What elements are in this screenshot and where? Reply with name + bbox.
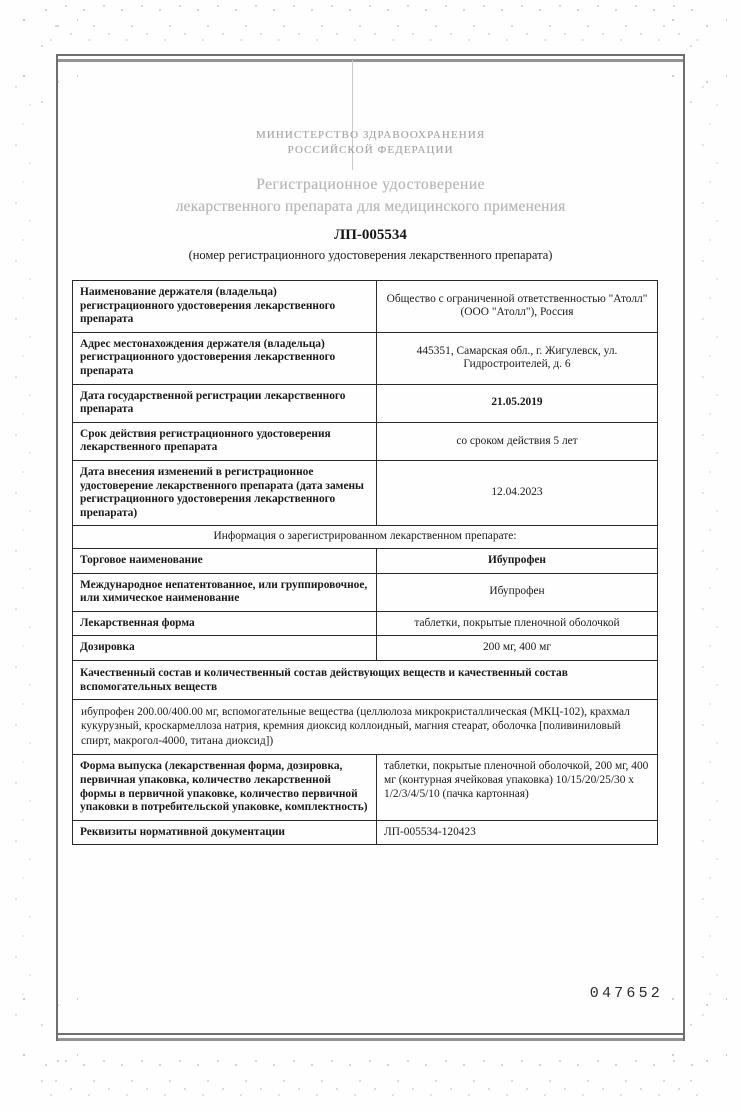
table-section-row [73, 526, 658, 549]
ministry-line-2: РОССИЙСКОЙ ФЕДЕРАЦИИ [287, 144, 454, 156]
frame-border-top [56, 54, 685, 56]
row-label: Торговое наименование [73, 548, 377, 573]
ministry-name [0, 128, 741, 158]
section-heading: Информация о зарегистрированном лекарственном препарате: [73, 526, 658, 549]
ministry-line-1: МИНИСТЕРСТВО ЗДРАВООХРАНЕНИЯ [255, 129, 486, 141]
registration-number: ЛП-005534 [334, 227, 407, 243]
table-row [73, 636, 658, 661]
table-row [73, 422, 658, 460]
row-value: Ибупрофен [377, 573, 658, 611]
row-value: 200 мг, 400 мг [377, 636, 658, 661]
row-value: ЛП-005534-120423 [377, 820, 658, 845]
row-value: 12.04.2023 [377, 460, 658, 525]
table-row [73, 384, 658, 422]
table-row [73, 281, 658, 333]
certificate-title-line-2: лекарственного препарата для медицинского применения [175, 198, 566, 215]
corner-ornament-top-right [663, 6, 727, 126]
frame-border-bottom-inner [56, 1038, 685, 1041]
row-label: Реквизиты нормативной документации [73, 820, 377, 845]
row-label: Адрес местонахождения держателя (владельца) регистрационного удостоверения лекарственного препарата [73, 332, 377, 384]
table-row [73, 573, 658, 611]
row-value: таблетки, покрытые пленочной оболочкой, 200 мг, 400 мг (контурная ячейковая упаковка) 10/15/20/25/30 х 1/2/3/4/5/10 (пачка картонная) [377, 755, 658, 820]
row-label: Форма выпуска (лекарственная форма, дозировка, первичная упаковка, количество лекарственной формы в первичной упаковке, количество первичной упаковки в потребительской упаковке, комплектность) [73, 755, 377, 820]
row-label: Лекарственная форма [73, 611, 377, 636]
certificate-title-line-1: Регистрационное удостоверение [256, 176, 485, 193]
corner-ornament-top-left [14, 6, 78, 126]
table-row [73, 332, 658, 384]
frame-border-bottom [56, 1033, 685, 1035]
row-label: Дозировка [73, 636, 377, 661]
row-label: Дата государственной регистрации лекарственного препарата [73, 384, 377, 422]
row-value: таблетки, покрытые пленочной оболочкой [377, 611, 658, 636]
row-value: Общество с ограниченной ответственностью "Атолл" (ООО "Атолл"), Россия [377, 281, 658, 333]
registration-details-table [72, 280, 658, 845]
table-row-composition-text [73, 699, 658, 755]
corner-ornament-bottom-right [663, 985, 727, 1105]
row-value: со сроком действия 5 лет [377, 422, 658, 460]
guilloche-pattern-bottom [40, 1055, 701, 1107]
table-row-composition-heading [73, 660, 658, 699]
table-row [73, 820, 658, 845]
row-label: Наименование держателя (владельца) регистрационного удостоверения лекарственного препарата [73, 281, 377, 333]
row-value: 445351, Самарская обл., г. Жигулевск, ул. Гидростроителей, д. 6 [377, 332, 658, 384]
table-row [73, 755, 658, 820]
table-row [73, 611, 658, 636]
guilloche-pattern-top [40, 0, 701, 52]
row-label: Срок действия регистрационного удостоверения лекарственного препарата [73, 422, 377, 460]
row-label: Дата внесения изменений в регистрационное удостоверение лекарственного препарата (дата замены регистрационного удостоверения лекарственного препарата) [73, 460, 377, 525]
row-label: Международное непатентованное, или группировочное, или химическое наименование [73, 573, 377, 611]
registration-number-caption: (номер регистрационного удостоверения лекарственного препарата) [188, 248, 553, 262]
row-value: Ибупрофен [377, 548, 658, 573]
table-row [73, 548, 658, 573]
table-row [73, 460, 658, 525]
frame-border-top-inner [56, 59, 685, 62]
row-value: 21.05.2019 [377, 384, 658, 422]
composition-text: ибупрофен 200.00/400.00 мг, вспомогательные вещества (целлюлоза микрокристаллическая (МКЦ-102), крахмал кукурузный, кроскармеллоза натрия, кремния диоксид коллоидный, магния стеарат, оболочка [поливиниловый спирт, макрогол-4000, титана диоксид]) [73, 699, 658, 755]
corner-ornament-bottom-left [14, 985, 78, 1105]
certificate-title [0, 174, 741, 218]
composition-heading: Качественный состав и количественный состав действующих веществ и качественный состав вспомогательных веществ [73, 660, 658, 699]
serial-number: 047652 [589, 985, 663, 1002]
document-header [0, 128, 741, 263]
